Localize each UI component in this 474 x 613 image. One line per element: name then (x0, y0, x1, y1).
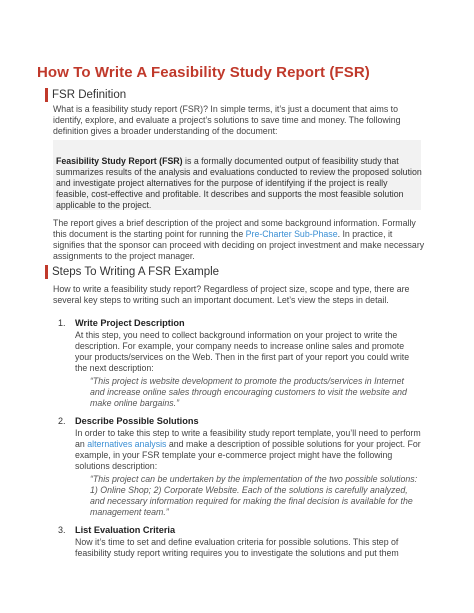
definition-callout-text (56, 156, 422, 211)
report-description-paragraph (53, 218, 425, 262)
paragraph-text: The report gives a brief description of the project and some background information. Formally this document is the starting point for running the (53, 218, 416, 240)
step-title-evaluation-criteria: List Evaluation Criteria (75, 525, 176, 535)
step-body-possible-solutions (75, 428, 421, 472)
pre-charter-sub-phase-link[interactable]: Pre-Charter Sub-Phase (245, 229, 338, 240)
callout-body: is a formally documented output of feasibility study that summarizes results of the analysis and evaluations conducted to review the proposed solution and investigate project alternatives for the purpose of identifying if the project is really feasible, cost-effective and profitable. It describes and supports the most feasible solution applicable to the project. (56, 156, 422, 211)
section-heading-steps: Steps To Writing A FSR Example (45, 265, 219, 279)
definition-callout (53, 140, 421, 210)
step-number: 2. (58, 416, 66, 426)
alternatives-analysis-link[interactable]: alternatives analysis (87, 439, 167, 450)
step-quote-possible-solutions: “This project can be undertaken by the implementation of the two possible solutions: 1) Online Shop; 2) Corporate Website. Each of the solutions is carefully analyzed, and necessary information required for making the final decision is available for the management team.” (90, 474, 418, 517)
step-body-project-description: At this step, you need to collect background information on your project to write the description. For example, your company needs to increase online sales and promote your products/services on the Web. Then in the first part of your report you could write the next description: (75, 330, 410, 374)
steps-intro-paragraph: How to write a feasibility study report? Regardless of project size, scope and type, there are several key steps to writing such an important document. Let’s view the steps in detail. (53, 284, 410, 306)
step-number: 3. (58, 525, 66, 535)
callout-term: Feasibility Study Report (FSR) (56, 156, 183, 166)
step-number: 1. (58, 318, 66, 328)
step-title-possible-solutions: Describe Possible Solutions (75, 416, 199, 426)
definition-intro-paragraph: What is a feasibility study report (FSR)? In simple terms, it’s just a document that aims to identify, explore, and evaluate a project’s solutions to save time and money. The following definition gives a broader understanding of the document: (53, 104, 401, 137)
section-heading-fsr-definition: FSR Definition (45, 88, 126, 102)
document-title: How To Write A Feasibility Study Report (FSR) (37, 64, 370, 81)
step-quote-project-description: “This project is website development to promote the products/services in Internet and increase online sales through encouraging customers to visit the website and make online bargains.” (90, 376, 407, 408)
paragraph-text: In order to take this step to write a feasibility study report template, you’ll need to perform an (75, 428, 421, 450)
step-body-evaluation-criteria: Now it’s time to set and define evaluation criteria for possible solutions. This step of feasibility study report writing requires you to investigate the solutions and put them (75, 537, 399, 559)
paragraph-text: and make a description of possible solutions for your project. For example, in your FSR template your e-commerce project might have the following solutions description: (75, 439, 421, 472)
step-title-project-description: Write Project Description (75, 318, 185, 328)
paragraph-text: . In practice, it signifies that the sponsor can proceed with deciding on project investment and make necessary assignments to the project manager. (53, 229, 425, 262)
